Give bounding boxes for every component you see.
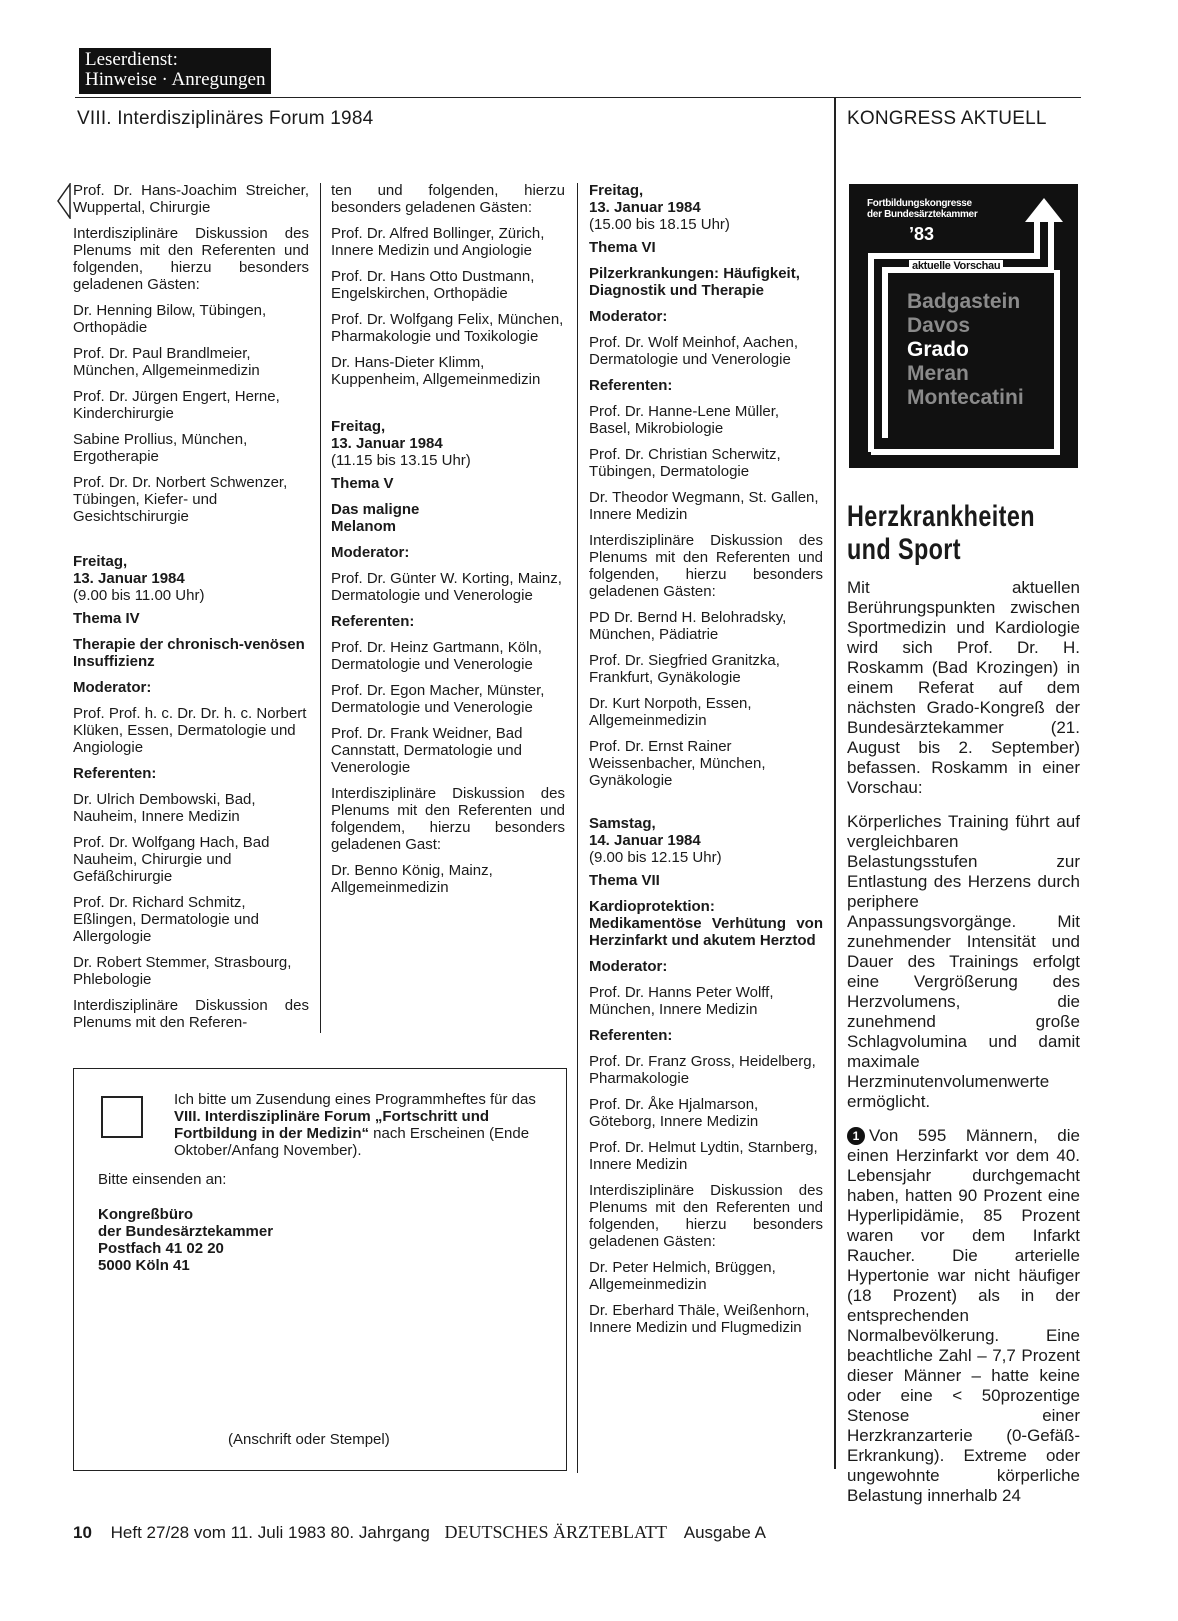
session-topic: Pilzerkrankungen: Häufigkeit, Diagnostik und Therapie <box>589 265 800 299</box>
session-day: Freitag, <box>331 418 386 435</box>
referent: Dr. Robert Stemmer, Strasbourg, Phlebologie <box>73 954 292 988</box>
session-day: Samstag, <box>589 815 656 832</box>
article-paragraph-text: Von 595 Männern, die einen Herzinfarkt vor dem 40. Lebensjahr durchgemacht haben, hatten 90 Prozent eine Hyperlipidämie, 85 Prozent waren vor dem Infarkt Raucher. Die arterielle Hypertonie war nicht häufiger (18 Prozent) als in der entsprechenden Normalbevölkerung. Eine beachtliche Zahl – 7,7 Prozent dieser Männer – hatte keine oder eine < 50prozentige Stenose einer Herzkranzarterie (0-Gefäß-Erkrankung). Extreme oder ungewohnte körperliche Belastung innerhalb 24 <box>847 1126 1080 1505</box>
address-line: 5000 Köln 41 <box>98 1257 190 1274</box>
kicker-line-1: Leserdienst: <box>85 49 178 70</box>
ad-city: Badgastein <box>907 290 1021 313</box>
column-rule-2 <box>577 183 578 1473</box>
article-paragraph <box>847 1126 1080 1506</box>
referent: Prof. Dr. Richard Schmitz, Eßlingen, Dermatologie und Allergologie <box>73 894 259 945</box>
header-left: VIII. Interdisziplinäres Forum 1984 <box>77 108 374 129</box>
ad-line-1: Fortbildungskongresse <box>867 198 972 209</box>
page-footer <box>73 1522 766 1543</box>
headline-line-1: Herzkrankheiten <box>847 500 1035 533</box>
session-theme: Thema VI <box>589 239 656 256</box>
column-rule-1 <box>320 183 321 1033</box>
article-paragraph: Mit aktuellen Berührungspunkten zwischen Sportmedizin und Kardiologie wird sich Prof. Dr. H. Roskamm (Bad Krozingen) in einem Referat auf dem nächsten Grado-Kongreß der Bundesärztekammer (21. August bis 2. September) befassen. Roskamm in einer Vorschau: <box>847 578 1080 797</box>
guest: Prof. Dr. Ernst Rainer Weissenbacher, München, Gynäkologie <box>589 738 766 789</box>
referent: Prof. Dr. Franz Gross, Heidelberg, Pharmakologie <box>589 1053 816 1087</box>
referent: Prof. Dr. Wolfgang Hach, Bad Nauheim, Chirurgie und Gefäßchirurgie <box>73 834 270 885</box>
referent: Dr. Ulrich Dembowski, Bad, Nauheim, Innere Medizin <box>73 791 256 825</box>
referent: Prof. Dr. Helmut Lydtin, Starnberg, Innere Medizin <box>589 1139 818 1173</box>
guest: Prof. Dr. Wolfgang Felix, München, Pharmakologie und Toxikologie <box>331 311 564 345</box>
edition: Ausgabe A <box>683 1523 766 1542</box>
page-number: 10 <box>73 1523 92 1542</box>
referenten-label: Referenten: <box>589 1027 673 1044</box>
session-time: (11.15 bis 13.15 Uhr) <box>331 452 471 469</box>
moderator-label: Moderator: <box>589 308 668 325</box>
column-divider <box>834 97 836 1469</box>
session-date-text: 14. Januar 1984 <box>589 832 701 849</box>
session-topic: Therapie der chronisch-venösen Insuffizienz <box>73 636 305 670</box>
header-rule <box>75 97 1081 98</box>
ad-line-2: der Bundesärztekammer <box>867 209 978 220</box>
guest: Dr. Benno König, Mainz, Allgemeinmedizin <box>331 862 493 896</box>
postal-address <box>98 1206 273 1274</box>
guest: Prof. Dr. Paul Brandlmeier, München, Allgemeinmedizin <box>73 345 260 379</box>
continuation-arrow-icon <box>56 183 72 219</box>
session-time: (9.00 bis 11.00 Uhr) <box>73 587 205 604</box>
referent: Prof. Dr. Hanne-Lene Müller, Basel, Mikrobiologie <box>589 403 780 437</box>
referenten-label: Referenten: <box>589 377 673 394</box>
discussion-note: ten und folgenden, hierzu besonders geladenen Gästen: <box>331 182 565 216</box>
discussion-note: Interdisziplinäre Diskussion des Plenums mit den Referenten und folgenden, hierzu besonders geladenen Gästen: <box>73 225 309 293</box>
ad-city-list <box>907 290 1024 410</box>
discussion-note: Interdisziplinäre Diskussion des Plenums mit den Referenten und folgendem, hierzu besonders geladenen Gast: <box>331 785 565 853</box>
guest: Dr. Peter Helmich, Brüggen, Allgemeinmedizin <box>589 1259 776 1293</box>
session-date-text: 13. Januar 1984 <box>331 435 443 452</box>
guest: Dr. Eberhard Thäle, Weißenhorn, Innere Medizin und Flugmedizin <box>589 1302 810 1336</box>
discussion-note: Interdisziplinäre Diskussion des Plenums mit den Referen- <box>73 997 309 1031</box>
guest: PD Dr. Bernd H. Belohradsky, München, Pädiatrie <box>589 609 787 643</box>
column-3 <box>589 182 823 1345</box>
stamp-note: (Anschrift oder Stempel) <box>228 1431 390 1448</box>
address-line: Kongreßbüro <box>98 1206 193 1223</box>
referent: Dr. Theodor Wegmann, St. Gallen, Innere Medizin <box>589 489 819 523</box>
session-date <box>589 815 823 866</box>
order-coupon <box>73 1068 567 1471</box>
congress-advertisement <box>849 184 1078 468</box>
order-checkbox[interactable] <box>101 1096 143 1138</box>
guest: Prof. Dr. Alfred Bollinger, Zürich, Innere Medizin und Angiologie <box>331 225 545 259</box>
order-text-end: nach Erscheinen (Ende Oktober/Anfang November). <box>174 1125 530 1159</box>
session-day: Freitag, <box>73 553 128 570</box>
moderator: Prof. Dr. Hanns Peter Wolff, München, Innere Medizin <box>589 984 774 1018</box>
column-2 <box>331 182 565 905</box>
session-date-text: 13. Januar 1984 <box>589 199 701 216</box>
address-line: der Bundesärztekammer <box>98 1223 274 1240</box>
referenten-label: Referenten: <box>73 765 157 782</box>
session-theme: Thema VII <box>589 872 660 889</box>
discussion-note: Interdisziplinäre Diskussion des Plenums mit den Referenten und folgenden, hierzu besonders geladenen Gästen: <box>589 1182 823 1250</box>
article-paragraph: Körperliches Training führt auf vergleichbaren Belastungsstufen zur Entlastung des Herzens durch periphere Anpassungsvorgänge. Mit zunehmender Intensität und Dauer des Trainings erfolgt eine Vergrößerung des Herzvolumens, die zunehmend große Schlagvolumina und damit maximale Herzminutenvolumenwerte ermöglicht. <box>847 812 1080 1111</box>
guest: Prof. Dr. Dr. Norbert Schwenzer, Tübingen, Kiefer- und Gesichtschirurgie <box>73 474 288 525</box>
session-date <box>73 553 309 604</box>
guest: Prof. Dr. Hans Otto Dustmann, Engelskirchen, Orthopädie <box>331 268 535 302</box>
guest: Sabine Prollius, München, Ergotherapie <box>73 431 248 465</box>
referent: Prof. Dr. Egon Macher, Münster, Dermatologie und Venerologie <box>331 682 545 716</box>
session-theme: Thema V <box>331 475 394 492</box>
journal-name: DEUTSCHES ÄRZTEBLATT <box>444 1522 668 1542</box>
guest: Prof. Dr. Jürgen Engert, Herne, Kinderchirurgie <box>73 388 280 422</box>
guest: Dr. Henning Bilow, Tübingen, Orthopädie <box>73 302 267 336</box>
moderator-label: Moderator: <box>589 958 668 975</box>
ad-city: Montecatini <box>907 386 1024 409</box>
guest: Dr. Hans-Dieter Klimm, Kuppenheim, Allgemeinmedizin <box>331 354 541 388</box>
session-topic: Das maligne Melanom <box>331 501 420 535</box>
speaker: Prof. Dr. Hans-Joachim Streicher, Wuppertal, Chirurgie <box>73 182 309 216</box>
moderator: Prof. Dr. Wolf Meinhof, Aachen, Dermatologie und Venerologie <box>589 334 798 368</box>
send-to-label: Bitte einsenden an: <box>98 1171 227 1188</box>
moderator-label: Moderator: <box>331 544 410 561</box>
session-day: Freitag, <box>589 182 644 199</box>
headline-line-2: und Sport <box>847 533 961 566</box>
moderator: Prof. Prof. h. c. Dr. Dr. h. c. Norbert Klüken, Essen, Dermatologie und Angiologie <box>73 705 307 756</box>
session-date <box>331 418 565 469</box>
moderator-label: Moderator: <box>73 679 152 696</box>
session-date-text: 13. Januar 1984 <box>73 570 185 587</box>
moderator: Prof. Dr. Günter W. Korting, Mainz, Dermatologie und Venerologie <box>331 570 562 604</box>
ad-city: Davos <box>907 314 971 337</box>
ad-heading <box>867 198 977 220</box>
order-forum-title: VIII. Interdisziplinäre Forum „Fortschritt und Fortbildung in der Medizin“ <box>174 1108 490 1142</box>
number-bullet-icon: 1 <box>847 1127 865 1145</box>
discussion-note: Interdisziplinäre Diskussion des Plenums mit den Referenten und folgenden, hierzu besonders geladenen Gästen: <box>589 532 823 600</box>
guest: Prof. Dr. Siegfried Granitzka, Frankfurt, Gynäkologie <box>589 652 780 686</box>
ad-city-highlight: Grado <box>907 338 969 361</box>
article-body <box>847 578 1080 1520</box>
guest: Dr. Kurt Norpoth, Essen, Allgemeinmedizin <box>589 695 752 729</box>
order-text: Ich bitte um Zusendung eines Programmheftes für das <box>174 1091 536 1108</box>
section-kicker <box>79 48 271 94</box>
address-line: Postfach 41 02 20 <box>98 1240 224 1257</box>
column-1 <box>73 182 309 1040</box>
session-theme: Thema IV <box>73 610 140 627</box>
session-time: (15.00 bis 18.15 Uhr) <box>589 216 730 233</box>
referenten-label: Referenten: <box>331 613 415 630</box>
referent: Prof. Dr. Heinz Gartmann, Köln, Dermatologie und Venerologie <box>331 639 542 673</box>
session-date <box>589 182 823 233</box>
referent: Prof. Dr. Frank Weidner, Bad Cannstatt, Dermatologie und Venerologie <box>331 725 523 776</box>
referent: Prof. Dr. Christian Scherwitz, Tübingen, Dermatologie <box>589 446 781 480</box>
session-time: (9.00 bis 12.15 Uhr) <box>589 849 722 866</box>
ad-banner: aktuelle Vorschau <box>909 260 1003 272</box>
header-right: KONGRESS AKTUELL <box>847 108 1047 129</box>
ad-city: Meran <box>907 362 969 385</box>
issue-info: Heft 27/28 vom 11. Juli 1983 80. Jahrgang <box>110 1523 430 1542</box>
order-request <box>174 1091 542 1159</box>
article-headline <box>847 500 1081 566</box>
session-topic: Kardioprotektion: Medikamentöse Verhütung von Herzinfarkt und akutem Herztod <box>589 898 823 949</box>
ad-year: ’83 <box>909 224 935 244</box>
kicker-line-2: Hinweise · Anregungen <box>85 69 266 90</box>
referent: Prof. Dr. Åke Hjalmarson, Göteborg, Innere Medizin <box>589 1096 759 1130</box>
